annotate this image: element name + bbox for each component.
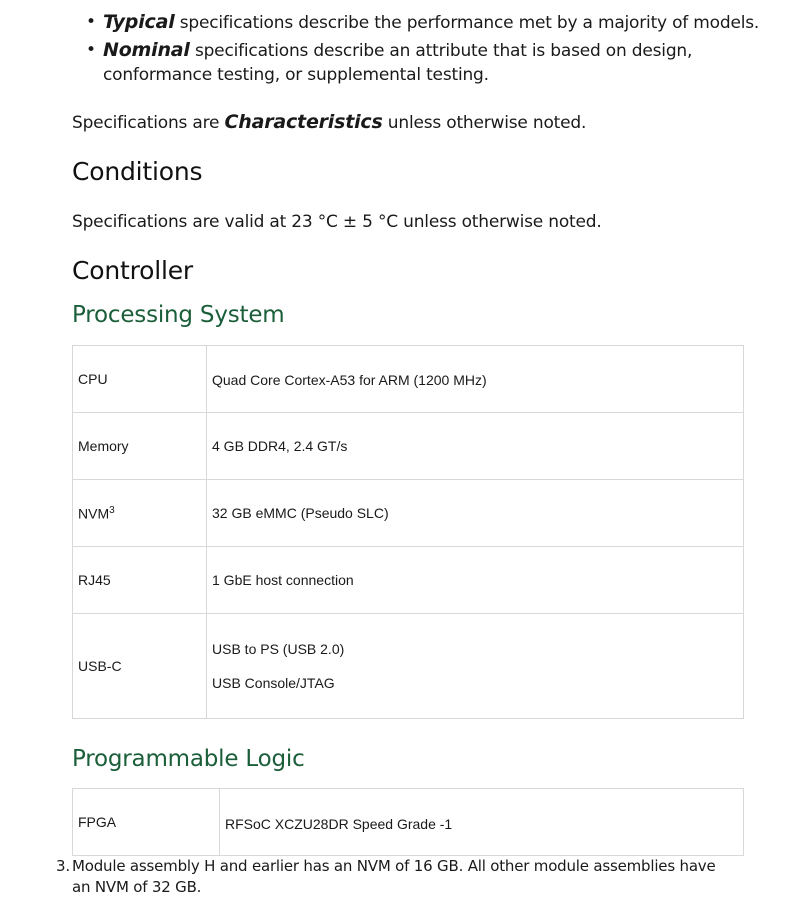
footnote-list xyxy=(56,856,732,898)
row-label: CPU xyxy=(73,346,207,413)
footnote-item xyxy=(56,856,732,898)
row-label: Memory xyxy=(73,413,207,480)
programmable-logic-heading: Programmable Logic xyxy=(72,746,305,772)
list-item-nominal xyxy=(72,38,772,87)
table-row xyxy=(73,413,744,480)
row-value: USB to PS (USB 2.0) USB Console/JTAG xyxy=(207,614,744,719)
row-value: Quad Core Cortex-A53 for ARM (1200 MHz) xyxy=(207,346,744,413)
typical-description: specifications describe the performance met by a majority of models. xyxy=(174,13,760,33)
row-value: RFSoC XCZU28DR Speed Grade -1 xyxy=(220,789,744,856)
processing-system-heading: Processing System xyxy=(72,302,285,328)
bullet-dot-icon: • xyxy=(86,40,96,60)
controller-heading: Controller xyxy=(72,256,193,285)
table-row xyxy=(73,614,744,719)
row-label: NVM$^3$ xyxy=(73,480,207,547)
row-value: 4 GB DDR4, 2.4 GT/s xyxy=(207,413,744,480)
characteristics-paragraph xyxy=(72,110,586,135)
bullet-dot-icon: • xyxy=(86,12,96,32)
footnote-number: 3. xyxy=(56,857,70,875)
spec-type-list xyxy=(72,10,772,90)
footnote-text: Module assembly H and earlier has an NVM of 16 GB. All other module assemblies have an NVM of 32 GB. xyxy=(72,857,716,896)
list-item-typical xyxy=(72,10,772,35)
table-row xyxy=(73,480,744,547)
term-typical: Typical xyxy=(103,11,175,33)
conditions-heading: Conditions xyxy=(72,157,203,186)
nominal-description: specifications describe an attribute that is based on design, conformance testing, or supplemental testing. xyxy=(103,41,693,85)
table-row xyxy=(73,346,744,413)
row-label: FPGA xyxy=(73,789,220,856)
characteristics-suffix: unless otherwise noted. xyxy=(382,113,587,133)
conditions-paragraph: Specifications are valid at 23 °C ± 5 °C unless otherwise noted. xyxy=(72,212,602,232)
row-value: 1 GbE host connection xyxy=(207,547,744,614)
table-row xyxy=(73,547,744,614)
term-nominal: Nominal xyxy=(103,39,190,61)
characteristics-prefix: Specifications are xyxy=(72,113,225,133)
row-label: RJ45 xyxy=(73,547,207,614)
processing-system-table xyxy=(72,345,744,719)
programmable-logic-table xyxy=(72,788,744,856)
term-characteristics: Characteristics xyxy=(224,111,383,133)
table-row xyxy=(73,789,744,856)
footnote-ref[interactable]: 3 xyxy=(109,504,115,516)
row-label: USB-C xyxy=(73,614,207,719)
row-value: 32 GB eMMC (Pseudo SLC) xyxy=(207,480,744,547)
